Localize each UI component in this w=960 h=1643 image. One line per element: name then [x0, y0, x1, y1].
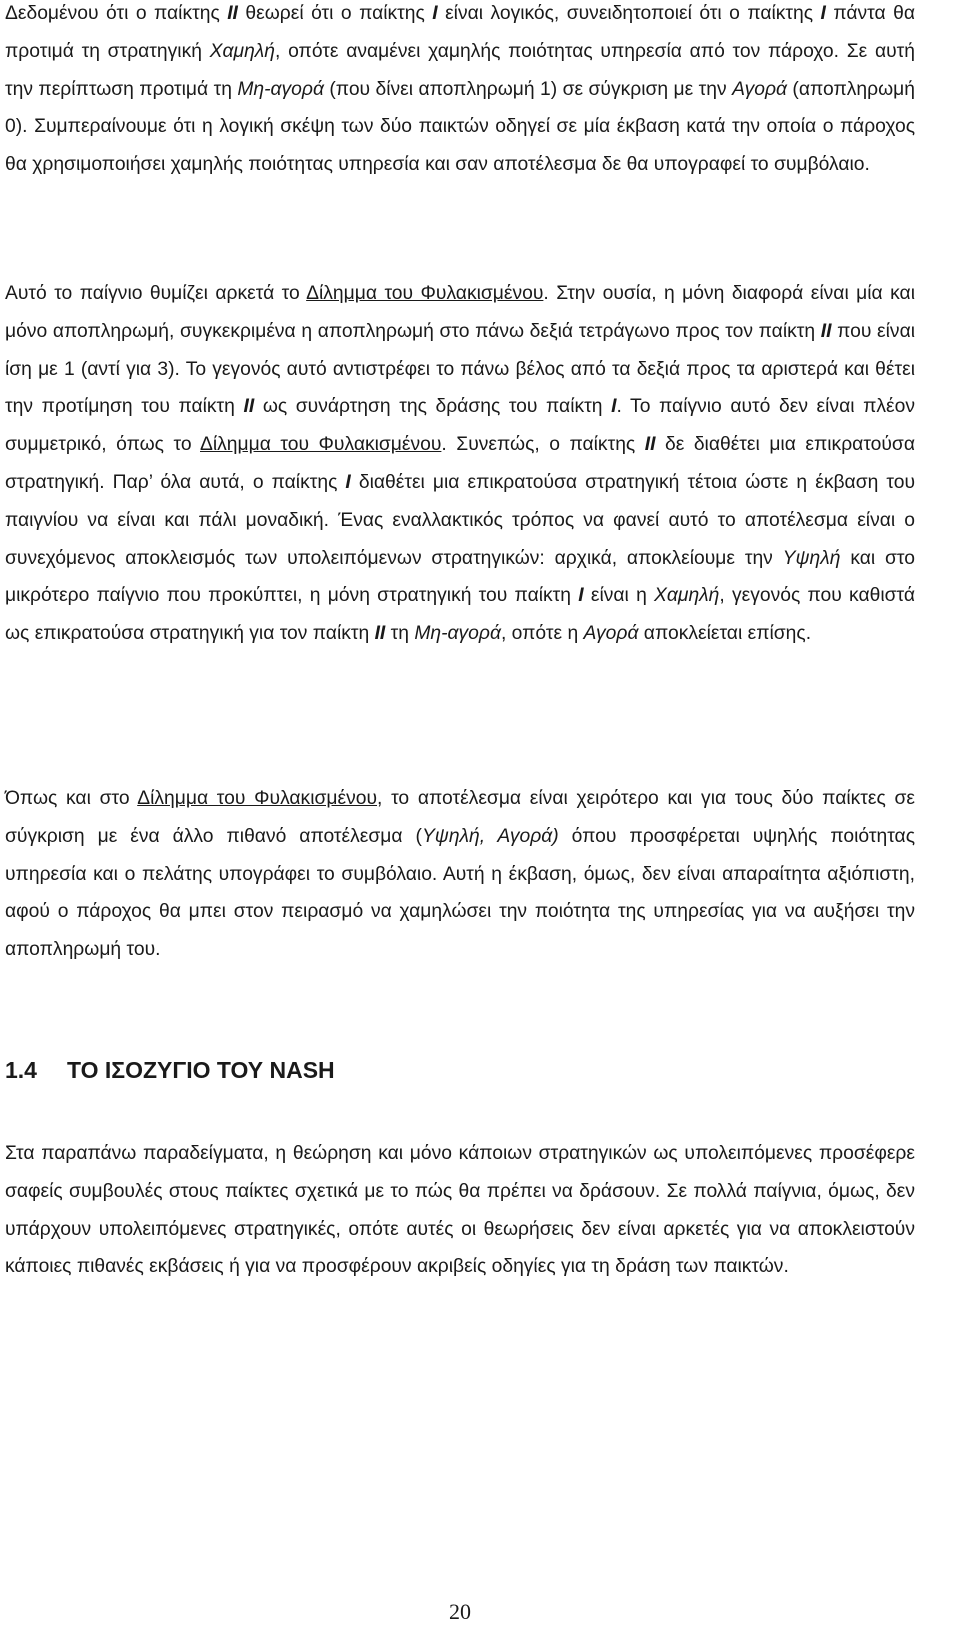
text-run: Υψηλή, Αγορά): [421, 825, 559, 847]
text-run: είναι λογικός, συνειδητοποιεί ότι ο παίκτης: [437, 3, 821, 24]
paragraph-2: [5, 275, 915, 653]
text-run: Όπως και στο: [5, 788, 138, 809]
text-run: Αγορά: [583, 623, 639, 645]
text-run: (που δίνει αποπληρωμή 1) σε σύγκριση με την: [323, 78, 733, 100]
text-run: Χαμηλή: [209, 40, 275, 62]
text-run: , το αποτέλεσμα είναι χειρότερο και για τους δύο παίκτες σε σύγκριση με ένα άλλο πιθανό αποτέλεσμα (: [5, 788, 915, 847]
text-run: θεωρεί ότι ο παίκτης: [237, 3, 433, 24]
text-run: αποκλείεται επίσης.: [638, 623, 812, 645]
text-run: . Στην ουσία, η μόνη διαφορά είναι μία και μόνο αποπληρωμή, συγκεκριμένα η αποπληρωμή στο πάνω δεξιά τετράγωνο προς τον παίκτη: [5, 283, 915, 342]
text-run: Μη-αγορά: [237, 78, 324, 100]
text-run: Δίλημμα του Φυλακισμένου: [137, 788, 377, 809]
paragraph-1: [5, 0, 915, 184]
text-run: Αυτό το παίγνιο θυμίζει αρκετά το: [5, 283, 307, 304]
text-run: Ι: [820, 3, 826, 24]
text-run: Ι: [611, 396, 617, 418]
text-run: που είναι ίση με 1 (αντί για 3). Το γεγονός αυτό αντιστρέφει το πάνω βέλος από τα δεξιά προς τα αριστερά και θέτει την προτίμηση του παίκτη: [5, 320, 915, 418]
text-run: διαθέτει μια επικρατούσα στρατηγική τέτοια ώστε η έκβαση του παιγνίου να είναι και πάλι μοναδική. Ένας εναλλακτικός τρόπος να φανεί αυτό το αποτέλεσμα είναι ο συνεχόμενος αποκλεισμός των υπολειπόμενων στρατηγικών: αρχικά, αποκλείουμε την: [5, 471, 915, 569]
section-heading: [5, 1055, 335, 1085]
text-run: Υψηλή: [782, 547, 841, 569]
text-run: Ι: [578, 585, 584, 607]
text-run: τη: [385, 623, 415, 645]
text-run: . Το παίγνιο αυτό δεν είναι πλέον συμμετρικό, όπως το: [5, 396, 916, 456]
text-run: Ι: [345, 471, 351, 493]
text-run: , γεγονός που καθιστά ως επικρατούσα στρατηγική για τον παίκτη: [5, 585, 915, 645]
text-run: Δεδομένου ότι ο παίκτης: [5, 3, 228, 24]
text-run: Στα παραπάνω παραδείγματα, η θεώρηση και μόνο κάποιων στρατηγικών ως υπολειπόμενες προσέφερε σαφείς συμβουλές στους παίκτες σχετικά με το πώς θα πρέπει να δράσουν. Σε πολλά παίγνια, όμως, δεν υπάρχουν υπολειπόμενες στρατηγικές, οπότε αυτές οι θεωρήσεις δεν είναι αρκετές για να αποκλειστούν κάποιες πιθανές εκβάσεις ή για να προσφέρουν ακριβείς οδηγίες για τη δράση των παικτών.: [5, 1143, 915, 1278]
text-run: ΙΙ: [374, 623, 386, 645]
text-run: είναι η: [583, 585, 655, 607]
text-run: Δίλημμα του Φυλακισμένου: [200, 434, 442, 456]
text-run: ΙΙ: [820, 320, 832, 342]
text-run: δε διαθέτει μια επικρατούσα στρατηγική. Παρ’ όλα αυτά, ο παίκτης: [5, 434, 915, 493]
page-number: 20: [449, 1599, 471, 1624]
section-title: ΤΟ ΙΣΟΖΥΓΙΟ ΤΟΥ NASH: [67, 1057, 335, 1083]
text-run: ΙΙ: [644, 434, 656, 456]
text-run: ΙΙ: [243, 396, 255, 418]
section-number: 1.4: [5, 1057, 37, 1083]
text-run: , οπότε η: [500, 623, 584, 645]
text-run: όπου προσφέρεται υψηλής ποιότητας υπηρεσία και ο πελάτης υπογράφει το συμβόλαιο. Αυτή η έκβαση, όμως, δεν είναι απαραίτητα αξιόπιστη, αφού ο πάροχος θα μπει στον πειρασμό να χαμηλώσει την ποιότητα της υπηρεσίας για να αυξήσει την αποπληρωμή του.: [5, 825, 915, 961]
text-run: ΙΙ: [227, 3, 238, 24]
text-run: (αποπληρωμή 0). Συμπεραίνουμε ότι η λογική σκέψη των δύο παικτών οδηγεί σε μία έκβαση κατά την οποία ο πάροχος θα χρησιμοποιήσει χαμηλής ποιότητας υπηρεσία και σαν αποτέλεσμα δε θα υπογραφεί το συμβόλαιο.: [5, 78, 915, 176]
text-run: πάντα θα προτιμά τη στρατηγική: [5, 3, 915, 62]
text-run: και στο μικρότερο παίγνιο που προκύπτει, η μόνη στρατηγική του παίκτη: [5, 547, 915, 607]
text-run: ως συνάρτηση της δράσης του παίκτη: [254, 396, 612, 418]
paragraph-3: [5, 780, 915, 969]
text-run: Δίλημμα του Φυλακισμένου: [306, 283, 544, 304]
text-run: , οπότε αναμένει χαμηλής ποιότητας υπηρεσία από τον πάροχο. Σε αυτή την περίπτωση προτιμά τη: [5, 40, 915, 100]
text-run: Μη-αγορά: [414, 623, 501, 645]
text-run: Χαμηλή: [654, 585, 720, 607]
paragraph-4: [5, 1135, 915, 1286]
text-run: . Συνεπώς, ο παίκτης: [441, 434, 645, 456]
text-run: Ι: [432, 3, 438, 24]
text-run: Αγορά: [732, 78, 787, 100]
